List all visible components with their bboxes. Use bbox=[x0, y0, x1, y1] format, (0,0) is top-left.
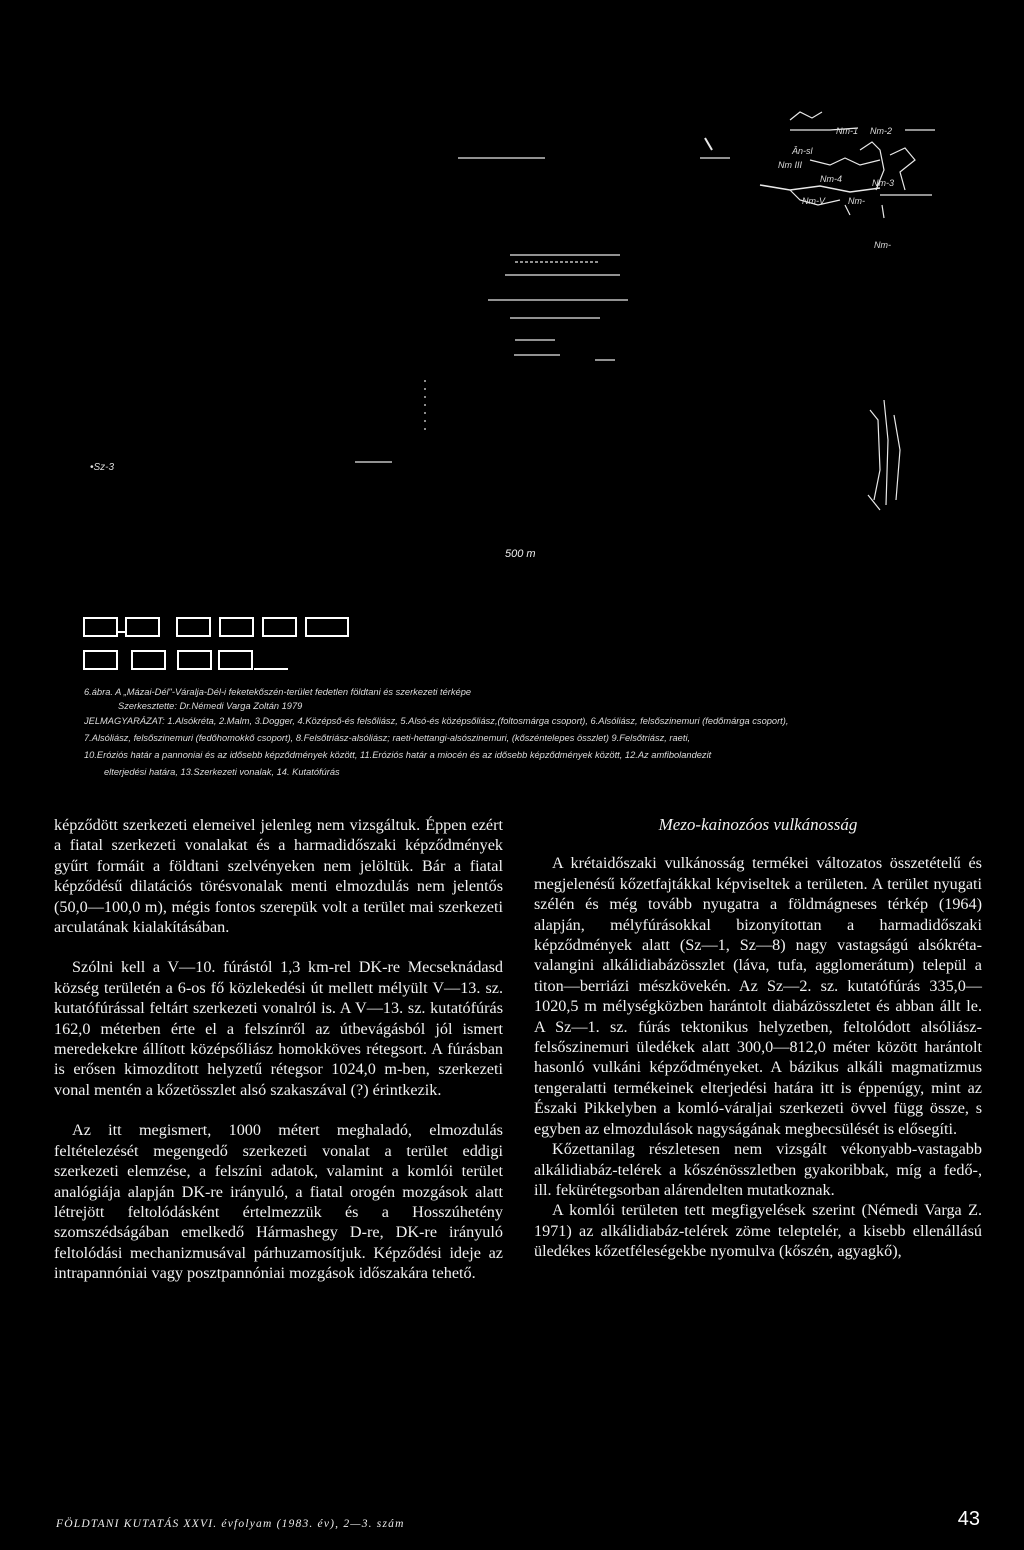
legend-box-4 bbox=[219, 617, 254, 637]
right-column bbox=[534, 815, 982, 1262]
page-number: 43 bbox=[957, 1508, 980, 1530]
legend-text-line-1: JELMAGYARÁZAT: 1.Alsókréta, 2.Malm, 3.Dogger, 4.Középső-és felsőliász, 5.Alsó-és középsőliász,(foltosmárga csoport), 6.Alsóliász, felsőszinemuri (fedőmárga csoport), bbox=[84, 716, 789, 726]
legend-line-connector bbox=[118, 631, 126, 633]
legend-text-line-2: 7.Alsóliász, felsőszinemuri (fedőhomokkő csoport), 8.Felsőtriász-alsóliász; raeti-hettangi-alsószinemuri, (kőszéntelepes összlet) 9.Felsőtriász, raeti, bbox=[84, 733, 691, 743]
section-heading: Mezo-kainozóos vulkánosság bbox=[658, 815, 858, 834]
legend-box-5 bbox=[262, 617, 297, 637]
legend-box-1 bbox=[83, 617, 118, 637]
legend-box-3 bbox=[176, 617, 211, 637]
right-paragraph-1: A krétaidőszaki vulkánosság termékei változatos összetételű és megjelenésű kőzetfajtákkal képviseltek a területen. A terület nyugati szélén és még tovább nyugatra a földmágneses térkép (1964) alapján, mélyfúrásokkal bizonyítottan a harmadidőszaki képződmények alatt (Sz—1, Sz—8) nagy vastagságú alsókréta-valangini alkálidiabázösszlet (láva, tufa, agglomerátum) települ a titon—berriázi mészkövekén. Az Sz—2. sz. kutatófúrás 335,0—1020,5 m mélységközben harántolt diabázösszletet és abban állt le. A Sz—1. sz. fúrás tektonikus helyzetben, feltolódott alsóliász-felsőszinemuri üledékek alatt 300,0—812,0 méter között harántolt hasonló vulkáni képződményeket. A bázikus alkáli magmatizmus tengeralatti termékeinek elterjedési határa itt is éppenúgy, mint az Északi Pikkelyben a komló-váraljai szerkezeti övvel függ össze, s egyben az elmozdulások nagyságának megbecsülését is elősegíti. bbox=[534, 854, 982, 1138]
left-paragraph-3: Az itt megismert, 1000 métert meghaladó, elmozdulás feltételezését megengedő szerkezeti vonalat a terület eddigi szerkezeti elemzése, a felszíni adatok, valamint a komlói terület analógiája alapján DK-re irányuló, a fiatal orogén mozgások alatt létrejött feltolódásként értelmezzük és a Hosszúhetény szomszédságában emelkedő Hármashegy D-re, DK-re irányuló feltolódási mechanizmusával párhuzamosítjuk. Képződési ideje az intrapannóniai vagy posztpannóniai mozgások időszakára tehető. bbox=[54, 1121, 503, 1283]
right-paragraph-2: Kőzettanilag részletesen nem vizsgált vékonyabb-vastagabb alkálidiabáz-telérek a kőszénösszletben gyakoribbak, míg a fedő-, ill. fekürétegsorban alárendelten mutatkoznak. bbox=[534, 1140, 982, 1199]
map-label-nm-right: Nm- bbox=[874, 240, 891, 250]
legend-line-structural bbox=[254, 668, 288, 670]
left-paragraph-2: Szólni kell a V—10. fúrástól 1,3 km-rel DK-re Mecseknádasd község területén a 6-os fő közlekedési út mellett mélyült V—13. sz. kutatófúrással feltárt szerkezeti vonalról is. A V—13. sz. kutatófúrás 162,0 méterben érte el a felszínről az útbevágásból jól ismert meredekekre állított középsőliász homokköves rétegsort. A fúrásban is erősen kimozdított helyzetű rétegsor 1024,0 m-ben, szerkezeti vonal mentén a kőzetösszlet alsó szakaszával (?) érintkezik. bbox=[54, 958, 503, 1099]
legend-box-8 bbox=[131, 650, 166, 670]
map-label-sz3: •Sz-3 bbox=[90, 462, 115, 473]
legend-box-9 bbox=[177, 650, 212, 670]
legend-text-line-3: 10.Eróziós határ a pannoniai és az idősebb képződmények között, 11.Eróziós határ a miocén és az idősebb képződmények között, 12.Az amfibolandezit bbox=[84, 750, 712, 760]
figure-author: Szerkesztette: Dr.Némedi Varga Zoltán 1979 bbox=[118, 701, 303, 711]
map-label-nm1: Nm-1 bbox=[836, 126, 858, 136]
map-label-nm2: Nm-2 bbox=[870, 126, 892, 136]
figure-caption: 6.ábra. A „Mázai-Dél"-Váralja-Dél-i feketekőszén-terület fedetlen földtani és szerkezeti térképe bbox=[84, 687, 472, 697]
scale-label: 500 m bbox=[505, 548, 536, 560]
left-paragraph-1: képződött szerkezeti elemeivel jelenleg nem vizsgáltuk. Éppen ezért a fiatal szerkezeti vonalakat és a harmadidőszaki képződmények gyűrt formáit a földtani szelvényeken nem jelöltük. Bár a fiatal képződésű dilatációs törésvonalak menti elmozdulás nem jelentős (50,0—100,0 m), mégis fontos szerepük volt a terület mai szerkezeti arculatának kialakításában. bbox=[54, 816, 503, 937]
map-label-nm-a: Nm- bbox=[848, 196, 865, 206]
geological-map bbox=[0, 0, 1024, 605]
map-label-nm4: Nm-4 bbox=[820, 174, 842, 184]
map-linework bbox=[0, 0, 1024, 605]
legend-box-2 bbox=[125, 617, 160, 637]
legend-box-10 bbox=[218, 650, 253, 670]
legend-text-line-4: elterjedési határa, 13.Szerkezeti vonalak, 14. Kutatófúrás bbox=[104, 767, 340, 777]
map-label-nm3: Nm-3 bbox=[872, 178, 894, 188]
map-label-an: Ân-sl bbox=[792, 146, 813, 156]
legend-box-7 bbox=[83, 650, 118, 670]
right-paragraph-3: A komlói területen tett megfigyelések szerint (Némedi Varga Z. 1971) az alkálidiabáz-telérek zöme teleptelér, a kisebb ellenállású üledékes kőzetféleségekbe nyomulva (kőszén, agyagkő), bbox=[534, 1201, 982, 1261]
legend-box-6 bbox=[305, 617, 349, 637]
journal-footer: FÖLDTANI KUTATÁS XXVI. évfolyam (1983. év), 2—3. szám bbox=[56, 1518, 405, 1530]
map-label-nm-iii: Nm III bbox=[778, 160, 802, 170]
left-column bbox=[54, 815, 503, 1284]
map-label-nm5: Nm-V bbox=[802, 196, 825, 206]
